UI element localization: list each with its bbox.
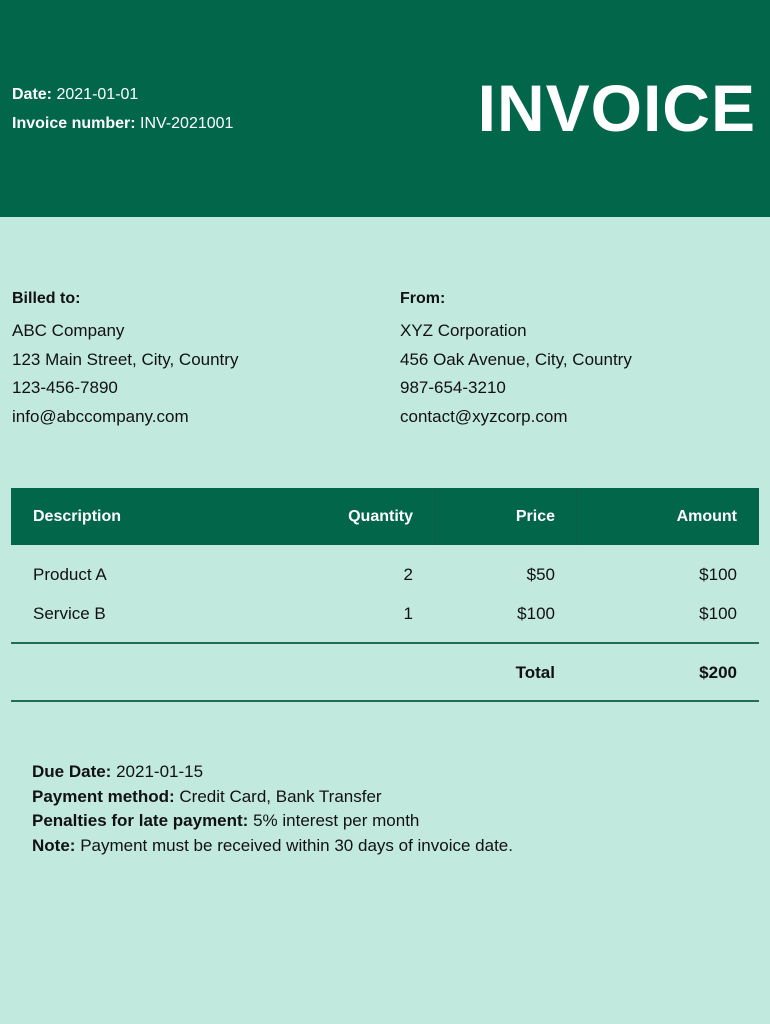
table-row: [11, 555, 759, 594]
total-label: Total: [515, 663, 555, 682]
due-date-label: Due Date:: [32, 762, 112, 781]
due-date-value: 2021-01-15: [116, 762, 204, 781]
row-description: Service B: [33, 604, 106, 623]
note-value: Payment must be received within 30 days of invoice date.: [80, 835, 513, 855]
penalties-value: 5% interest per month: [253, 811, 420, 830]
column-header-price: Price: [515, 508, 555, 525]
row-description: Product A: [33, 565, 107, 584]
invoice-number-label: Invoice number:: [12, 115, 136, 132]
from-block: [400, 288, 632, 432]
from-address: 456 Oak Avenue, City, Country: [400, 349, 632, 369]
table-row: [11, 594, 759, 633]
billed-to-email: info@abccompany.com: [12, 406, 189, 426]
from-email: contact@xyzcorp.com: [400, 406, 568, 426]
billed-to-phone: 123-456-7890: [12, 378, 118, 397]
row-price: $100: [517, 604, 555, 623]
row-price: $50: [526, 565, 555, 584]
date-label: Date:: [12, 86, 53, 103]
note-line: [32, 834, 513, 859]
row-amount: $100: [699, 604, 737, 623]
total-row: [11, 645, 759, 700]
date-row: [12, 84, 233, 113]
row-quantity: 2: [403, 565, 413, 584]
invoice-title: INVOICE: [477, 71, 756, 145]
row-amount: $100: [699, 565, 737, 584]
column-header-quantity: Quantity: [348, 508, 413, 525]
penalties-label: Penalties for late payment:: [32, 811, 249, 830]
note-label: Note:: [32, 835, 76, 855]
invoice-meta: [12, 84, 233, 142]
column-divider: [435, 488, 436, 545]
invoice-header: [0, 0, 770, 217]
billed-to-label: Billed to:: [12, 290, 81, 307]
payment-method-line: [32, 785, 513, 810]
table-header: [11, 488, 759, 545]
column-header-amount: Amount: [676, 508, 737, 525]
total-value: $200: [699, 663, 737, 682]
due-date-line: [32, 760, 513, 785]
table-bottom-divider: [11, 700, 759, 702]
invoice-number-value: INV-2021001: [140, 115, 234, 132]
row-quantity: 1: [403, 604, 413, 623]
payment-terms: [32, 760, 513, 858]
from-company: XYZ Corporation: [400, 321, 527, 340]
billed-to-block: [12, 288, 238, 432]
from-label: From:: [400, 290, 446, 307]
billed-to-company: ABC Company: [12, 321, 125, 340]
invoice-number-row: [12, 113, 233, 142]
penalties-line: [32, 809, 513, 834]
table-divider: [11, 642, 759, 644]
date-value: 2021-01-01: [56, 86, 139, 103]
payment-method-value: Credit Card, Bank Transfer: [179, 786, 382, 806]
column-header-description: Description: [33, 508, 122, 525]
column-divider: [576, 488, 577, 545]
from-phone: 987-654-3210: [400, 378, 506, 397]
payment-method-label: Payment method:: [32, 786, 175, 806]
billed-to-address: 123 Main Street, City, Country: [12, 349, 239, 369]
